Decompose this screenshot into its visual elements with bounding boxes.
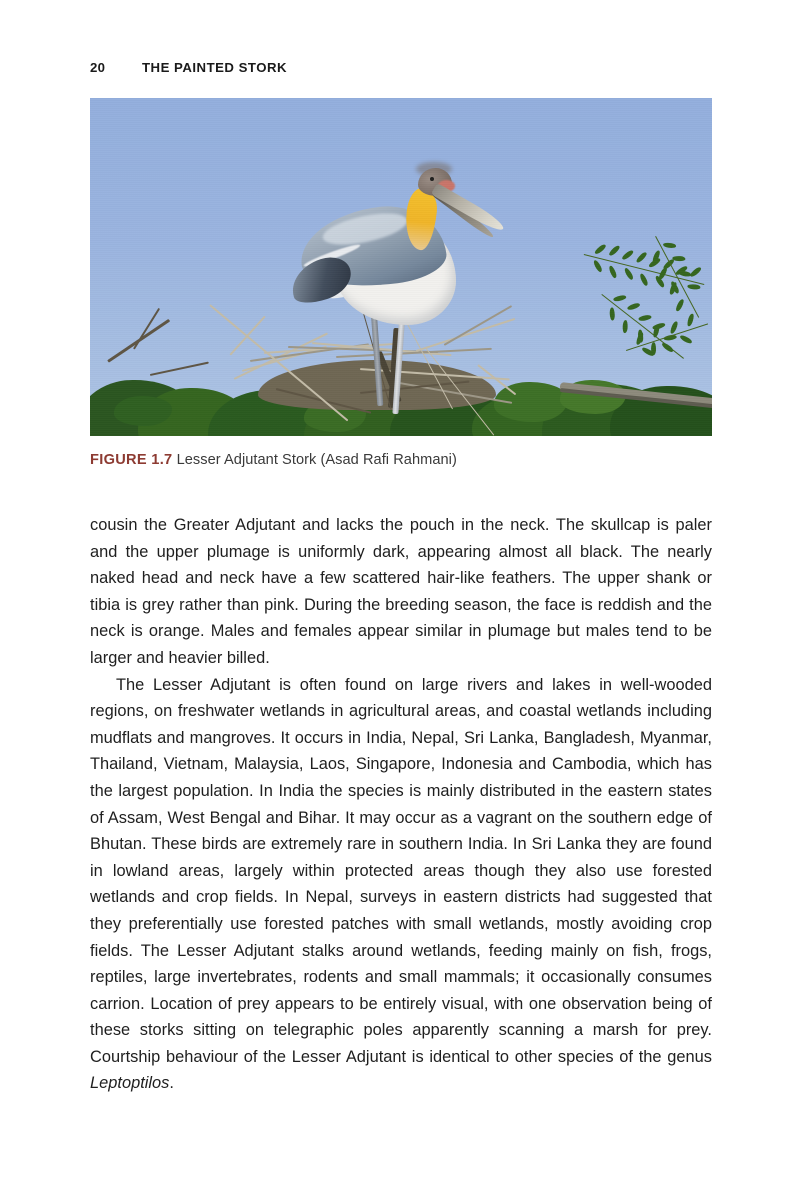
figure-caption-text: Lesser Adjutant Stork (Asad Rafi Rahmani) xyxy=(176,452,457,468)
figure-caption xyxy=(90,452,712,468)
figure-1-7 xyxy=(90,98,712,468)
genus-name-italic: Leptoptilos xyxy=(90,1074,170,1093)
running-head-title: THE PAINTED STORK xyxy=(142,60,288,75)
figure-number-label: FIGURE 1.7 xyxy=(90,452,173,468)
running-head xyxy=(90,60,287,75)
paragraph-distribution xyxy=(90,672,712,1098)
stork-upper-bill xyxy=(431,183,507,234)
paragraph-2-lead: The Lesser Adjutant is often found on large rivers and lakes in well-wooded regions, on freshwater wetlands in agricultural areas, and coastal wetlands including mudflats and mangroves. It occurs in India, Nepal, Sri Lanka, Bangladesh, Myanmar, Thailand, Vietnam, Malaysia, Laos, Singapore, Indonesia and Cambodia, which has the largest population. In India the species is mainly distributed in the eastern states of Assam, West Bengal and Bihar. It may occur as a vagrant on the southern edge of Bhutan. These birds are extremely rare in southern India. In Sri Lanka they are found in lowland areas, largely within protected areas though they also use forested wetlands and crop fields. In Nepal, surveys in eastern districts had suggested that they preferentially use forested patches with small wetlands, mostly avoiding crop fields. The Lesser Adjutant stalks around wetlands, feeding mainly on fish, frogs, reptiles, large invertebrates, rodents and small mammals; it occasionally consumes carrion. Location of prey appears to be entirely visual, with one observation being of these storks sitting on telegraphic poles apparently scanning a marsh for prey. Courtship behaviour of the Lesser Adjutant is identical to other species of the genus xyxy=(90,675,712,1066)
stork-photograph xyxy=(90,98,712,436)
stork-leg-back xyxy=(371,310,383,406)
stork-leg-front xyxy=(392,310,405,414)
paragraph-2-tail: . xyxy=(169,1074,174,1093)
page-number: 20 xyxy=(90,60,106,75)
paragraph-continuation: cousin the Greater Adjutant and lacks the pouch in the neck. The skullcap is paler and the upper plumage is uniformly dark, appearing almost all black. The nearly naked head and neck have a few scattered hair-like feathers. The upper shank or tibia is grey rather than pink. During the breeding season, the face is reddish and the neck is orange. Males and females appear similar in plumage but males tend to be larger and heavier billed. xyxy=(90,516,712,667)
lesser-adjutant-stork xyxy=(288,160,518,410)
stork-eye xyxy=(430,177,434,181)
body-text xyxy=(90,512,712,1097)
